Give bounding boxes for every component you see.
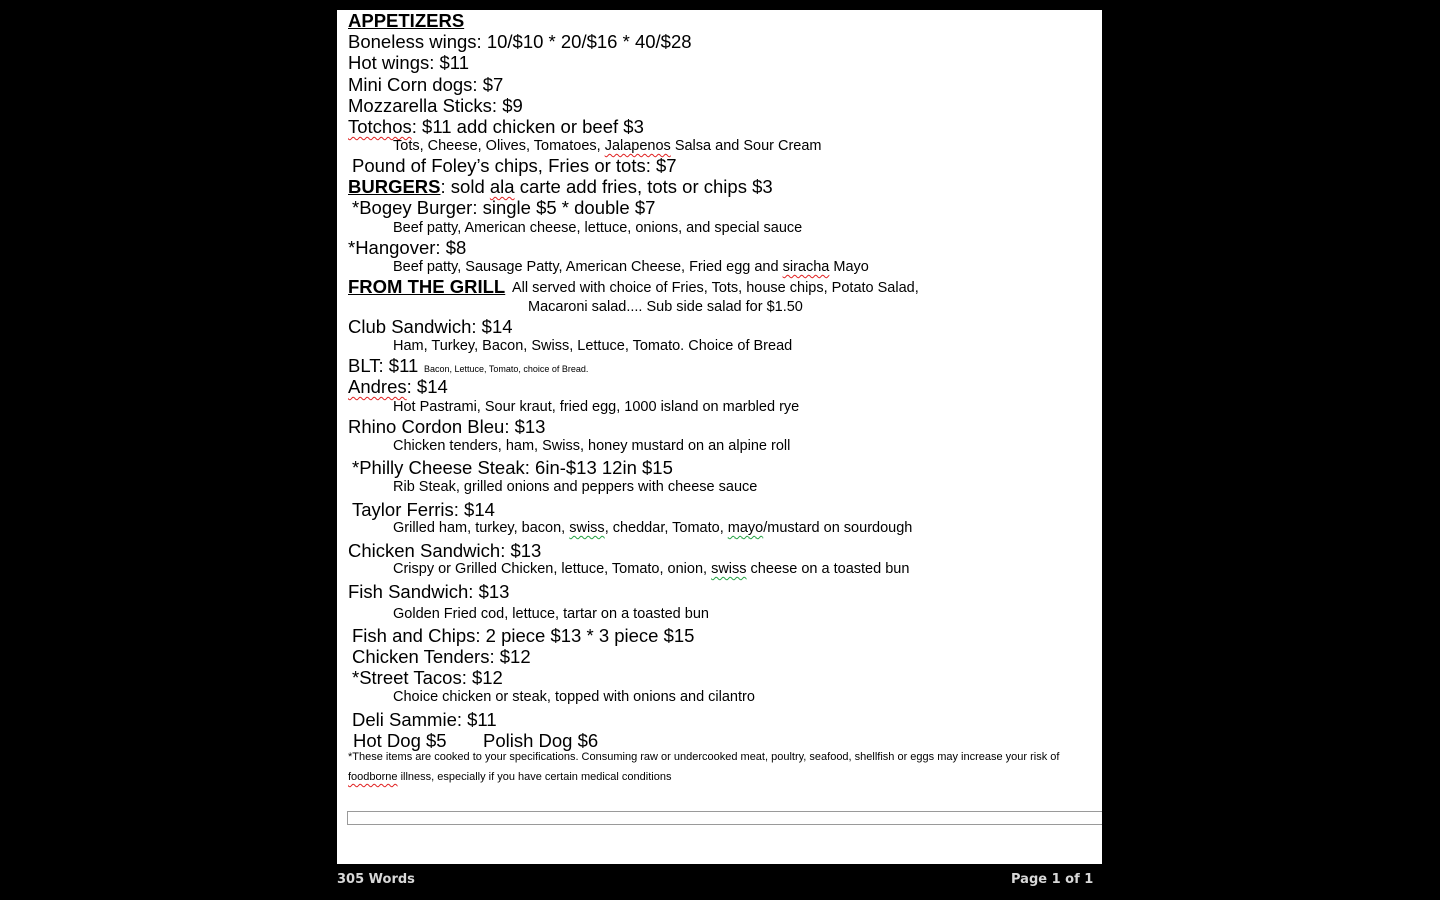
text-run: All served with choice of Fries, Tots, house chips, Potato Salad, [512, 280, 919, 296]
text-run-sq-red: siracha [782, 259, 830, 275]
section-heading-appetizers [348, 12, 464, 31]
text-run: Rib Steak, grilled onions and peppers with cheese sauce [393, 479, 758, 495]
footnote-disclaimer-continued [348, 772, 671, 783]
menu-item-boneless-wings [348, 33, 692, 52]
empty-text-frame[interactable] [347, 811, 1102, 825]
menu-item-mini-corn-dogs [348, 76, 503, 95]
menu-item-description [393, 400, 799, 415]
menu-item-mozzarella-sticks [348, 97, 523, 116]
text-run: Tots, Cheese, Olives, Tomatoes, [393, 138, 605, 154]
text-run: illness, especially if you have certain medical conditions [397, 771, 672, 783]
text-run: *Bogey Burger: single $5 * double $7 [352, 197, 656, 218]
menu-item-club-sandwich [348, 318, 513, 337]
menu-item-rhino-cordon-bleu [348, 418, 545, 437]
text-run: Beef patty, Sausage Patty, American Cheese, Fried egg and [393, 259, 783, 275]
menu-item-description [393, 562, 909, 577]
menu-item-taylor-ferris [352, 501, 495, 520]
menu-item-blt [348, 357, 418, 376]
text-run-sq-green: swiss [569, 520, 605, 536]
text-run: Bacon, Lettuce, Tomato, choice of Bread. [424, 364, 589, 374]
text-run-hdr: BURGERS [348, 176, 441, 197]
text-run: Crispy or Grilled Chicken, lettuce, Tomato, onion, [393, 561, 712, 577]
text-run: Salsa and Sour Cream [670, 138, 822, 154]
menu-item-hot-wings [348, 54, 469, 73]
text-run: Rhino Cordon Bleu: $13 [348, 416, 546, 437]
text-run: Fish and Chips: 2 piece $13 * 3 piece $15 [352, 625, 695, 646]
text-run: *Hangover: $8 [348, 237, 467, 258]
text-run: Deli Sammie: $11 [352, 709, 497, 730]
menu-item-description [393, 690, 755, 705]
text-run: Grilled ham, turkey, bacon, [393, 520, 570, 536]
text-run: *Philly Cheese Steak: 6in-$13 12in $15 [352, 457, 673, 478]
menu-item-description [393, 480, 757, 495]
menu-item-fish-sandwich [348, 583, 509, 602]
menu-item-fish-and-chips [352, 627, 694, 646]
menu-item-pound-of-chips [352, 157, 677, 176]
menu-item-chicken-tenders [352, 648, 531, 667]
text-run: Club Sandwich: $14 [348, 316, 513, 337]
text-run-sq-red: Totchos [348, 116, 412, 137]
section-note [528, 300, 803, 315]
menu-item-bogey-burger [352, 199, 655, 218]
text-run: Ham, Turkey, Bacon, Swiss, Lettuce, Tomato. Choice of Bread [393, 338, 793, 354]
footnote-disclaimer [348, 752, 1059, 763]
text-run-sq-red: ala [489, 176, 515, 197]
text-run: Mozzarella Sticks: $9 [348, 95, 523, 116]
text-run-sq-green: swiss [711, 561, 747, 577]
menu-item-philly-cheese-steak [352, 459, 673, 478]
text-run: Beef patty, American cheese, lettuce, onions, and special sauce [393, 220, 803, 236]
document-page[interactable] [337, 10, 1102, 864]
menu-item-description [393, 439, 790, 454]
menu-item-description [393, 260, 869, 275]
menu-item-street-tacos [352, 669, 503, 688]
text-run: Chicken tenders, ham, Swiss, honey mustard on an alpine roll [393, 438, 791, 454]
text-run-sq-red: Andres [348, 376, 407, 397]
text-run: : sold [440, 176, 490, 197]
text-run: /mustard on sourdough [763, 520, 913, 536]
menu-item-deli-sammie [352, 711, 497, 730]
menu-item-description [393, 521, 912, 536]
text-run: Boneless wings: 10/$10 * 20/$16 * 40/$28 [348, 31, 692, 52]
text-run: Pound of Foley’s chips, Fries or tots: $7 [352, 155, 677, 176]
text-run: Hot wings: $11 [348, 52, 469, 73]
word-count: 305 Words [337, 872, 415, 887]
section-note [512, 281, 919, 296]
text-run-hdr: FROM THE GRILL [348, 276, 506, 297]
text-run: Taylor Ferris: $14 [352, 499, 495, 520]
text-run: Choice chicken or steak, topped with onions and cilantro [393, 689, 755, 705]
text-run: cheese on a toasted bun [746, 561, 910, 577]
section-heading-burgers [348, 178, 773, 197]
menu-item-description [393, 221, 802, 236]
text-run: Chicken Tenders: $12 [352, 646, 531, 667]
menu-item-polish-dog [483, 732, 598, 751]
page-indicator: Page 1 of 1 [1011, 872, 1094, 887]
text-run-sq-red: Jalapenos [604, 138, 671, 154]
text-run: Macaroni salad.... Sub side salad for $1.50 [528, 299, 803, 315]
text-run: *These items are cooked to your specifications. Consuming raw or undercooked meat, poultry, seafood, shellfish or eggs may increase your risk of [348, 751, 1060, 763]
text-run: carte add fries, tots or chips $3 [514, 176, 773, 197]
text-run: Hot Pastrami, Sour kraut, fried egg, 1000 island on marbled rye [393, 399, 800, 415]
text-run: Polish Dog $6 [483, 730, 599, 751]
text-run: Fish Sandwich: $13 [348, 581, 510, 602]
text-run: Mini Corn dogs: $7 [348, 74, 504, 95]
text-run: Hot Dog $5 [353, 730, 447, 751]
text-run: , cheddar, Tomato, [604, 520, 728, 536]
menu-item-andres [348, 378, 448, 397]
text-run: Mayo [829, 259, 869, 275]
menu-item-description [393, 139, 822, 154]
text-run: : $11 add chicken or beef $3 [411, 116, 644, 137]
menu-item-description [393, 339, 792, 354]
menu-item-hangover [348, 239, 466, 258]
text-run-sq-red: foodborne [348, 771, 398, 783]
text-run-hdr: APPETIZERS [348, 10, 465, 31]
text-run-sq-green: mayo [727, 520, 764, 536]
menu-item-hot-dog [353, 732, 447, 751]
text-run: Chicken Sandwich: $13 [348, 540, 542, 561]
text-run: Golden Fried cod, lettuce, tartar on a toasted bun [393, 606, 709, 622]
text-run: *Street Tacos: $12 [352, 667, 503, 688]
section-heading-from-the-grill [348, 278, 505, 297]
menu-item-chicken-sandwich [348, 542, 541, 561]
menu-item-description [424, 365, 588, 374]
text-run: BLT: $11 [348, 355, 419, 376]
menu-item-description [393, 607, 709, 622]
menu-item-totchos [348, 118, 644, 137]
text-run: : $14 [406, 376, 448, 397]
